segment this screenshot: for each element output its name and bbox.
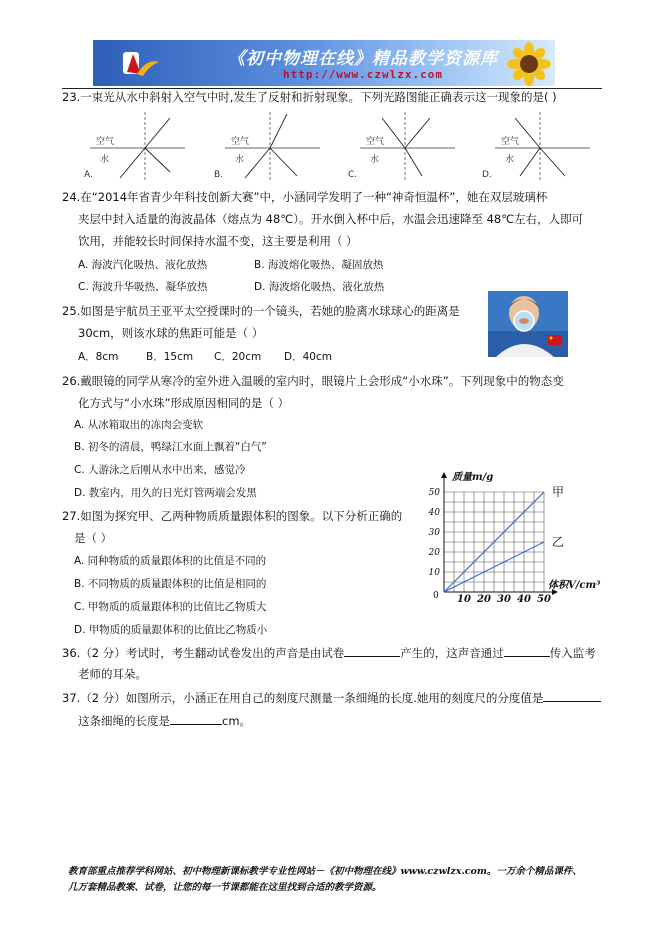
q26-option-c: C. 人游泳之后刚从水中出来，感觉冷	[74, 464, 246, 476]
q27-option-c: C. 甲物质的质量跟体积的比值比乙物质大	[74, 601, 267, 613]
q36-blank-1[interactable]	[344, 643, 400, 657]
y-tick-label: 30	[428, 528, 440, 538]
diagram-c-water-label: 水	[370, 155, 380, 165]
diagram-c-label: C.	[348, 170, 358, 180]
q36-line-2: 老师的耳朵。	[78, 667, 147, 681]
q24-option-b: B. 海波熔化吸热、凝固放热	[254, 259, 384, 271]
chart-origin-label: 0	[433, 591, 439, 601]
diagram-a-label: A.	[84, 170, 93, 180]
y-tick-label: 40	[428, 508, 440, 518]
x-tick-label: 10	[457, 594, 471, 605]
q37-text-b: 这条细绳的长度是	[78, 714, 170, 728]
q24-line-1: 24.在“2014年省青少年科技创新大赛”中，小涵同学发明了一种“神奇恒温杯”，她在双层玻璃杯	[62, 190, 548, 204]
q27-option-b: B. 不同物质的质量跟体积的比值是相同的	[74, 578, 267, 590]
q24-option-a: A. 海波汽化吸热、液化放热	[78, 259, 208, 271]
q26-option-a: A. 从冰箱取出的冻肉会变软	[74, 419, 204, 431]
chart-x-axis-label: 体积V/cm³	[548, 580, 601, 591]
diagram-b-water-label: 水	[235, 155, 245, 165]
site-logo-icon	[121, 48, 161, 80]
x-tick-label: 20	[477, 594, 491, 605]
q25-option-c: C．20cm	[214, 351, 262, 363]
q23-stem: 23.一束光从水中斜射入空气中时,发生了反射和折射现象。下列光路图能正确表示这一现象的是( )	[62, 90, 557, 104]
q26-option-d: D. 教室内，用久的日光灯管两端会发黑	[74, 487, 257, 499]
q37-line-2	[78, 711, 251, 730]
series-label: 甲	[552, 485, 565, 499]
y-tick-label: 20	[428, 548, 440, 558]
diagram-d-water-label: 水	[505, 155, 515, 165]
q37-blank-2[interactable]	[170, 711, 222, 725]
q36-line-1	[62, 643, 596, 662]
banner-title: 《初中物理在线》精品教学资源库	[228, 49, 498, 69]
diagram-d-air-label: 空气	[501, 137, 520, 147]
q25-option-b: B．15cm	[146, 351, 194, 363]
diagram-a-air-label: 空气	[96, 137, 115, 147]
q27-option-a: A. 同种物质的质量跟体积的比值是不同的	[74, 555, 267, 567]
q26-line-1: 26.戴眼镜的同学从寒冷的室外进入温暖的室内时，眼镜片上会形成“小水珠”。下列现象中的物态变	[62, 374, 564, 388]
y-axis-arrow-icon	[441, 472, 447, 478]
diagram-b-label: B.	[214, 170, 224, 180]
chart-y-axis-label: 质量m/g	[452, 472, 494, 483]
q24-option-c: C. 海波升华吸热、凝华放热	[78, 281, 208, 293]
q27-option-d: D. 甲物质的质量跟体积的比值比乙物质小	[74, 624, 268, 636]
q36-blank-2[interactable]	[504, 643, 550, 657]
series-label: 乙	[552, 535, 565, 549]
q37-text-c: cm。	[222, 714, 252, 728]
q27-line-1: 27.如图为探究甲、乙两种物质质量跟体积的图象。以下分析正确的	[62, 509, 403, 523]
page-footer	[68, 864, 608, 896]
q24-option-d: D. 海波熔化吸热、液化放热	[254, 281, 385, 293]
sunflower-icon	[507, 42, 551, 86]
x-tick-label: 50	[537, 594, 551, 605]
astronaut-photo	[488, 291, 568, 357]
q36-text-b: 产生的，这声音通过	[400, 646, 504, 660]
y-tick-label: 10	[428, 568, 440, 578]
q24-line-2: 夹层中封入适量的海波晶体（熔点为 48℃）。开水倒入杯中后，水温会迅速降至 48℃左右，人即可	[78, 212, 584, 226]
q26-option-b: B. 初冬的清晨，鸭绿江水面上飘着“白气”	[74, 441, 267, 453]
mass-volume-chart	[420, 464, 645, 610]
footer-line-1: 教育部重点推荐学科网站、初中物理新课标教学专业性网站－《初中物理在线》www.czwlzx.com。一万余个精品课件、	[68, 866, 582, 877]
x-tick-label: 40	[517, 594, 531, 605]
diagram-b-air-label: 空气	[231, 137, 250, 147]
q36-text-a: 36.（2 分）考试时，考生翻动试卷发出的声音是由试卷	[62, 646, 345, 660]
diagram-d-label: D.	[482, 170, 492, 180]
x-tick-label: 30	[497, 594, 511, 605]
banner-url[interactable]: http://www.czwlzx.com	[282, 68, 444, 81]
footer-line-2: 几万套精品教案、试卷，让您的每一节课都能在这里找到合适的教学资源。	[68, 882, 382, 893]
q37-line-1	[62, 688, 601, 707]
q24-line-3: 饮用，并能较长时间保持水温不变，这主要是利用（ ）	[78, 234, 358, 248]
q37-text-a: 37.（2 分）如图所示，小涵正在用自己的刻度尺测量一条细绳的长度.她用的刻度尺的分度值是	[62, 691, 544, 705]
q27-line-2: 是（ ）	[74, 531, 113, 545]
y-tick-label: 50	[428, 488, 440, 498]
q25-line-1: 25.如图是宇航员王亚平太空授课时的一个镜头，若她的脸离水球球心的距离是	[62, 304, 460, 318]
q25-option-a: A．8cm	[78, 351, 119, 363]
diagram-a-water-label: 水	[100, 155, 110, 165]
q25-option-d: D．40cm	[284, 351, 332, 363]
diagram-c-air-label: 空气	[366, 137, 385, 147]
q25-line-2: 30cm，则该水球的焦距可能是（ ）	[78, 326, 264, 340]
q37-blank-1[interactable]	[543, 688, 601, 702]
q26-line-2: 化方式与“小水珠”形成原因相同的是（ ）	[78, 396, 290, 410]
q36-text-c: 传入监考	[549, 646, 596, 660]
header-banner	[93, 40, 555, 86]
